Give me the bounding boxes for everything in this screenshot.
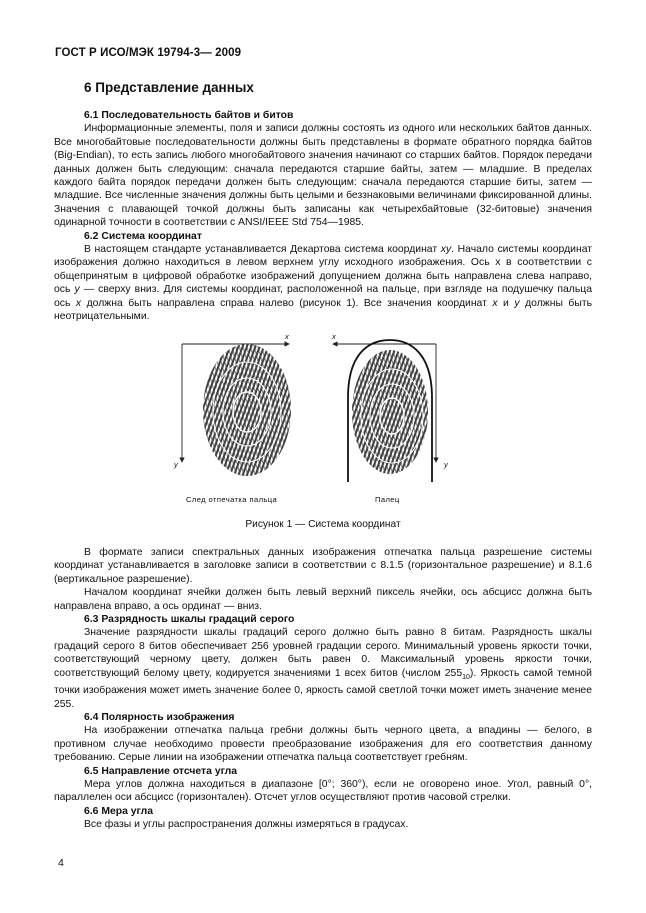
subsection-heading-6-1: 6.1 Последовательность байтов и битов bbox=[84, 110, 294, 121]
fingerprint-impression bbox=[182, 344, 291, 476]
axis-label-y-right: y bbox=[444, 460, 449, 469]
body-upper bbox=[54, 109, 592, 324]
paragraph-6-5: Мера углов должна находиться в диапазоне [0°; 360°), если не оговорено иное. Угол, равный 0°, параллелен оси абсцисс (горизонтален). Отсчет углов осуществляют против часовой стрелки. bbox=[54, 778, 592, 804]
page-number: 4 bbox=[58, 857, 64, 869]
paragraph-6-3: Значение разрядности шкалы градаций серого должно быть равно 8 битам. Разрядность шкалы градаций серого 8 битов обеспечивает 256 уровней градации серого. Минимальный уровень яркости точки, соответствующий черному цвету, должен быть равен 0. Максимальный уровень яркости точки, соответствующий белому цвету, кодируется значениями 1 всех битов (числом $255_{10}$). Яркость самой темной точки изображения может иметь значение более 0, яркость самой светлой точки может иметь значение менее 255. bbox=[54, 627, 592, 710]
paragraph-resolution: В формате записи спектральных данных изображения отпечатка пальца разрешение системы координат устанавливается в заголовке записи в соответствии с 8.1.5 (горизонтальное разрешение) и 8.1.6 (вертикальное разрешение). bbox=[54, 547, 592, 585]
figure-coordinate-system bbox=[0, 332, 646, 532]
paragraph-6-1: Информационные элементы, поля и записи должны состоять из одного или нескольких байтов данных. Все многобайтовые последовательности должны быть представлены в формате обратного порядка байтов (Big-Endian), то есть запись любого многобайтового значения начинают со старших байтов. Порядок передачи данных должен быть следующим: сначала передаются старшие байты, затем — младшие. В пределах каждого байта порядок передачи должен быть следующим: сначала передаются старшие биты, затем — младшие. Все численные значения должны быть целыми и беззнаковыми величинами фиксированной длины. Значения с плавающей точкой должны быть записаны как четырехбайтовые (32-битовые) значения одинарной точности в соответствии с ANSI/IEEE Std 754—1985. bbox=[54, 123, 592, 229]
paragraph-6-2: В настоящем стандарте устанавливается Декартова система координат xy. Начало системы координат изображения должно находиться в левом верхнем углу исходного изображения. Ось x в соответствии с общепринятым в цифровой обработке изображений допущением должна быть направлена слева направо, ось y — сверху вниз. Для системы координат, расположенной на пальце, при взгляде на подушечку пальца ось x должна быть направлена справа налево (рисунок 1). Все значения координат x и y должны быть неотрицательными. bbox=[54, 244, 592, 323]
subsection-heading-6-5: 6.5 Направление отсчета угла bbox=[84, 765, 238, 777]
subsection-heading-6-6: 6.6 Мера угла bbox=[84, 805, 154, 817]
axis-label-y-left: y bbox=[174, 460, 179, 469]
paragraph-cell-origin: Началом координат ячейки должен быть левый верхний пиксель ячейки, ось абсцисс должна быть направлена вправо, а ось ординат — вниз. bbox=[54, 587, 592, 612]
axis-label-x-left: x bbox=[285, 332, 290, 341]
axis-label-x-right: x bbox=[332, 332, 337, 341]
paragraph-6-4: На изображении отпечатка пальца гребни должны быть черного цвета, а впадины — белого, в противном случае необходимо провести преобразование изображения для его соответствия данному требованию. Серые линии на изображении отпечатка пальца соответствует гребням. bbox=[54, 725, 592, 764]
finger-drawing bbox=[333, 340, 436, 482]
body-lower bbox=[54, 546, 592, 832]
label-finger: Палец bbox=[375, 495, 400, 504]
subsection-heading-6-2: 6.2 Система координат bbox=[84, 230, 202, 242]
label-fingerprint-impression: След отпечатка пальца bbox=[186, 495, 278, 504]
figure-caption: Рисунок 1 — Система координат bbox=[245, 519, 401, 530]
subsection-heading-6-4: 6.4 Полярность изображения bbox=[84, 711, 235, 723]
paragraph-6-6: Все фазы и углы распространения должны измеряться в градусах. bbox=[84, 819, 409, 831]
section-title: 6 Представление данных bbox=[84, 80, 254, 95]
document-header: ГОСТ Р ИСО/МЭК 19794-3— 2009 bbox=[55, 47, 242, 59]
subsection-heading-6-3: 6.3 Разрядность шкалы градаций серого bbox=[84, 614, 295, 626]
figure-drawing bbox=[0, 332, 646, 532]
